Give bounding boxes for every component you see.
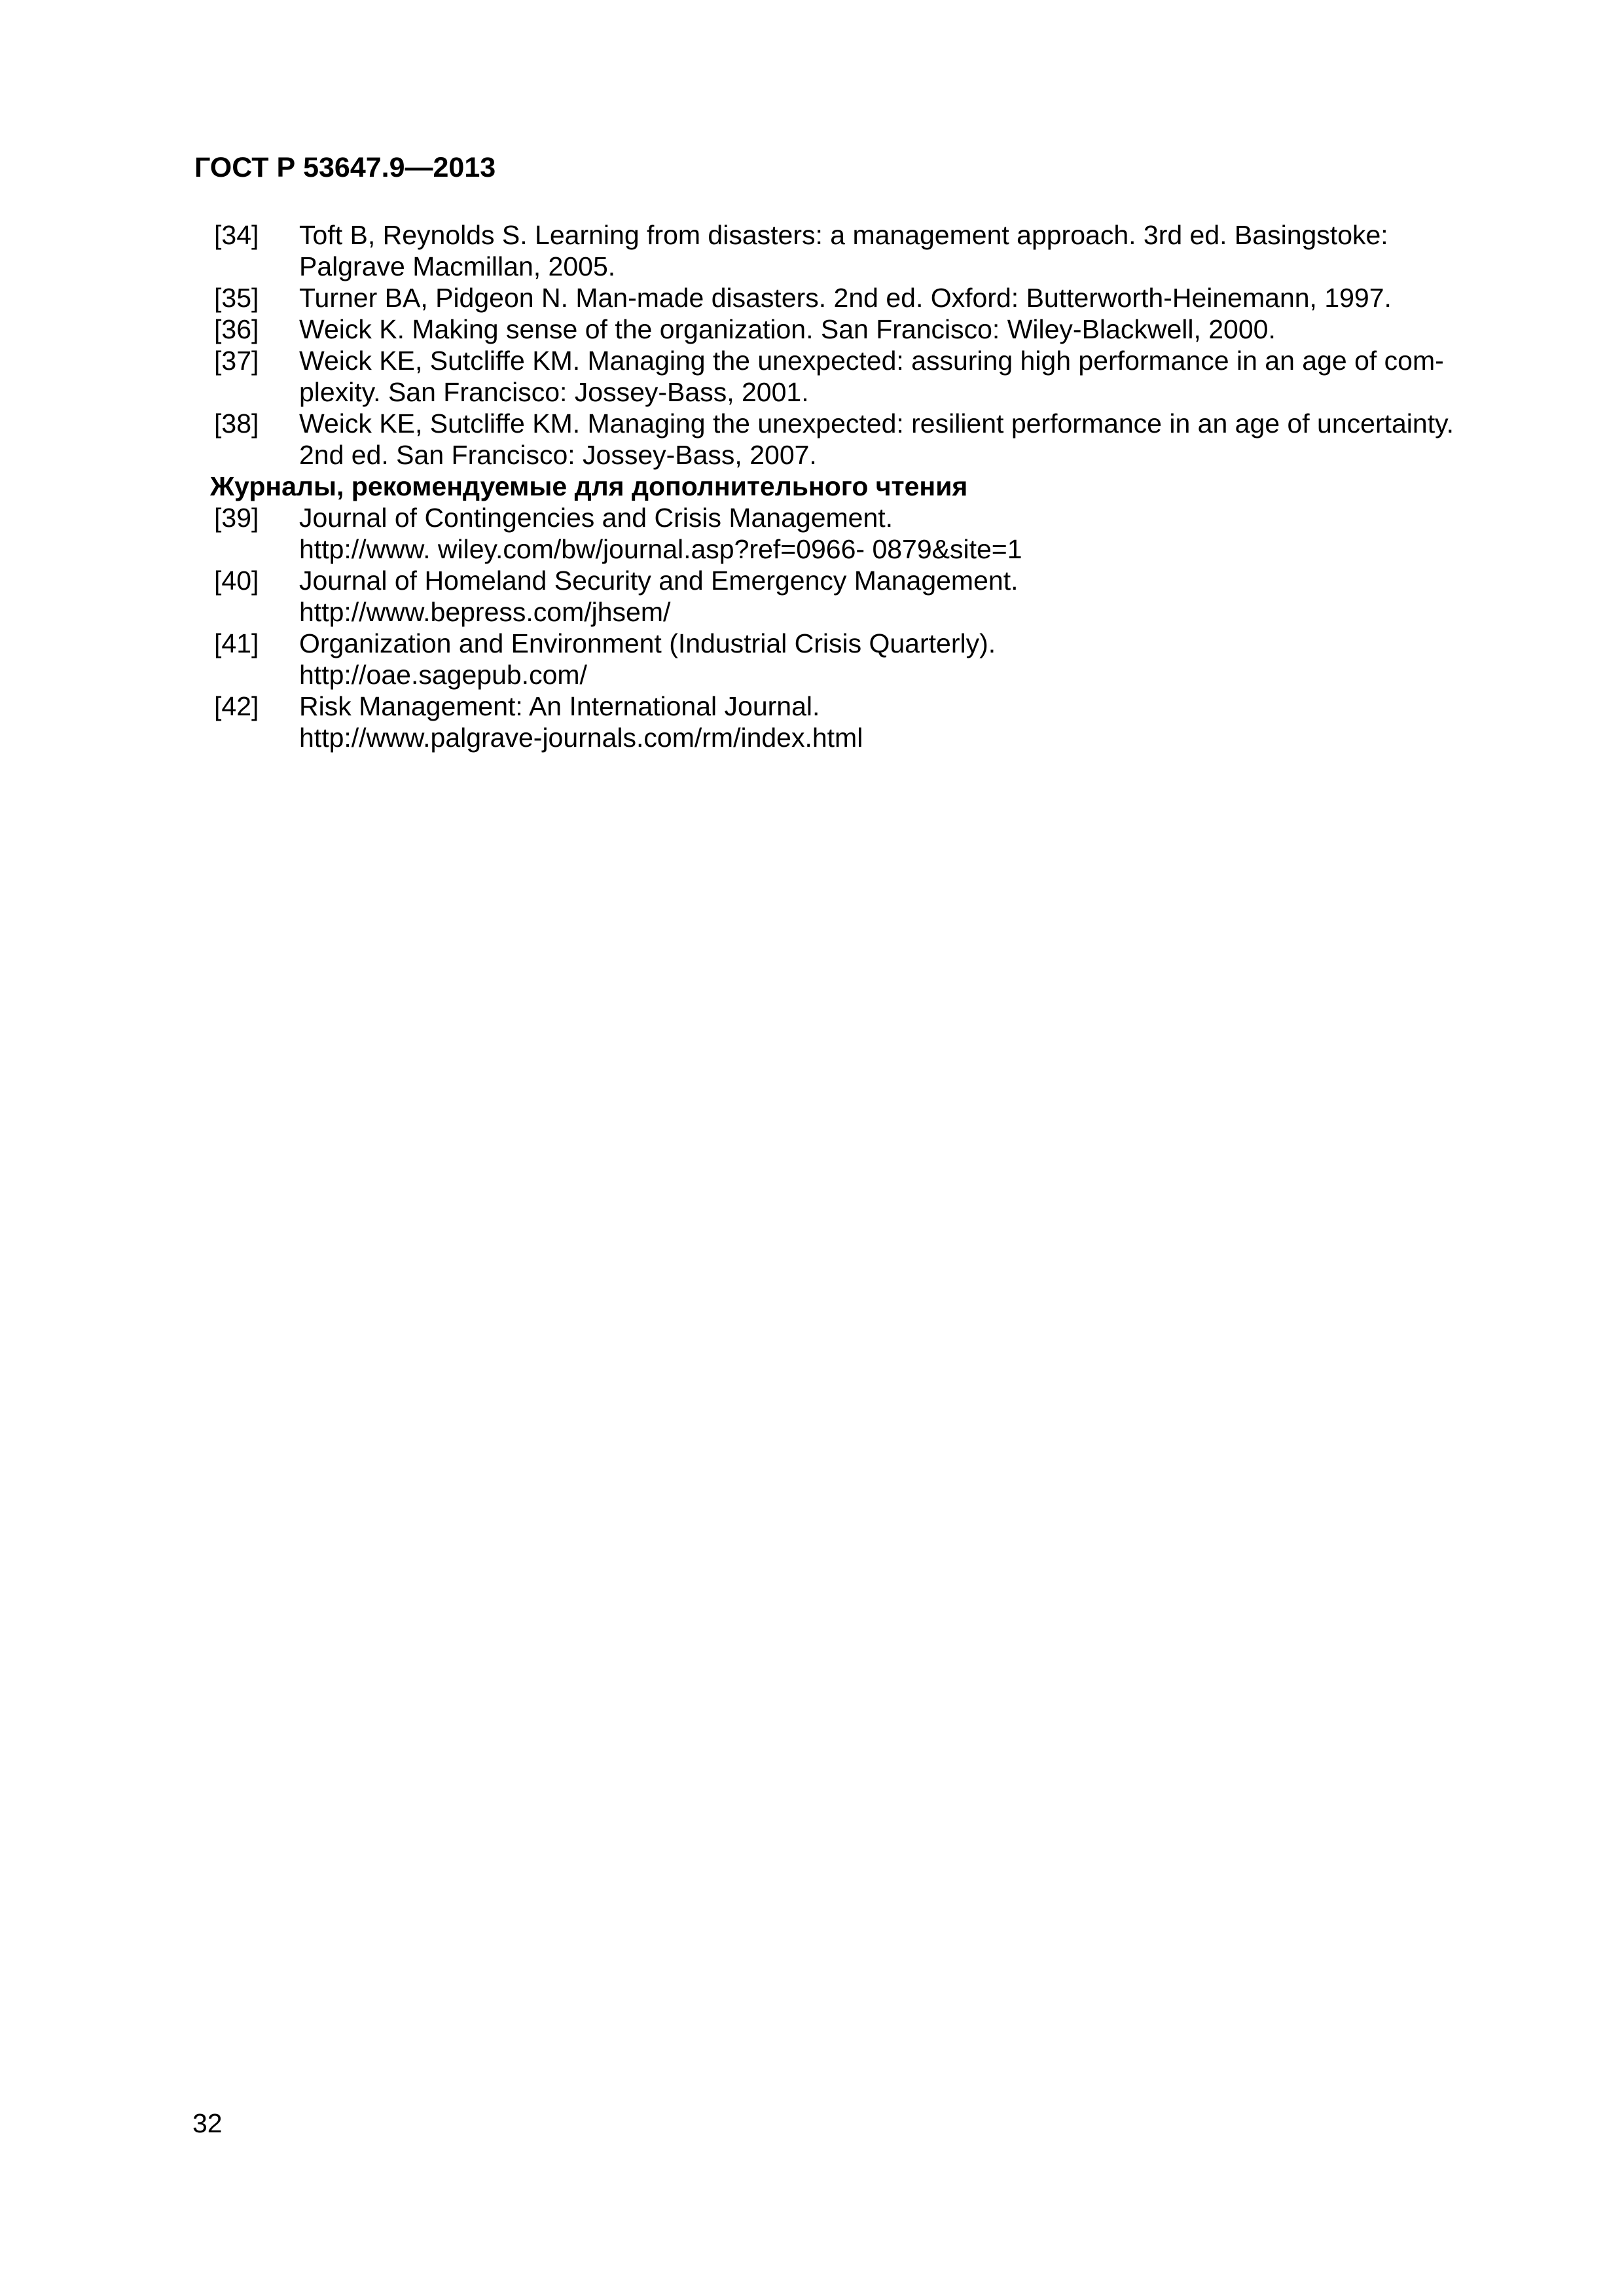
reference-number: [37] [214,346,259,376]
reference-line: Palgrave Macmillan, 2005. [299,251,616,281]
reference-text [299,565,1523,628]
reference-text [299,502,1523,565]
reference-line: Turner BA, Pidgeon N. Man-made disasters. 2nd ed. Oxford: Butterworth-Heinemann, 1997. [299,283,1392,313]
section-heading-journals: Журналы, рекомендуемые для дополнительного чтения [210,471,968,501]
reference-url: http://www.bepress.com/jhsem/ [299,597,671,627]
reference-text [299,345,1523,408]
reference-line: plexity. San Francisco: Jossey-Bass, 2001. [299,377,809,407]
reference-number: [36] [214,314,259,344]
reference-number: [40] [214,565,259,596]
reference-line: Weick KE, Sutcliffe KM. Managing the unexpected: assuring high performance in an age of com- [299,346,1444,376]
reference-number: [41] [214,628,259,658]
reference-number: [35] [214,283,259,313]
reference-38 [214,408,1523,471]
reference-text [299,691,1523,753]
reference-41 [214,628,1523,691]
reference-text [299,282,1523,314]
reference-number: [42] [214,691,259,721]
reference-39 [214,502,1523,565]
reference-line: Weick K. Making sense of the organization. San Francisco: Wiley-Blackwell, 2000. [299,314,1276,344]
reference-36 [214,314,1523,345]
reference-url: http://oae.sagepub.com/ [299,660,587,690]
reference-34 [214,219,1523,282]
reference-37 [214,345,1523,408]
reference-url: http://www.palgrave-journals.com/rm/index.html [299,723,863,753]
reference-number: [38] [214,408,259,439]
reference-line: Weick KE, Sutcliffe KM. Managing the unexpected: resilient performance in an age of uncertainty. [299,408,1454,439]
reference-line: 2nd ed. San Francisco: Jossey-Bass, 2007. [299,440,817,470]
reference-line: Organization and Environment (Industrial Crisis Quarterly). [299,628,996,658]
reference-url: http://www. wiley.com/bw/journal.asp?ref=0966- 0879&site=1 [299,534,1022,564]
reference-line: Toft B, Reynolds S. Learning from disasters: a management approach. 3rd ed. Basingstoke: [299,220,1388,250]
reference-number: [34] [214,220,259,250]
reference-text [299,314,1523,345]
reference-number: [39] [214,503,259,533]
reference-35 [214,282,1523,314]
page-number: 32 [192,2108,223,2138]
reference-text [299,408,1523,471]
reference-line: Risk Management: An International Journal. [299,691,820,721]
reference-text [299,628,1523,691]
reference-text [299,219,1523,282]
document-header: ГОСТ Р 53647.9—2013 [194,152,496,183]
reference-42 [214,691,1523,753]
reference-line: Journal of Homeland Security and Emergency Management. [299,565,1019,596]
reference-40 [214,565,1523,628]
reference-line: Journal of Contingencies and Crisis Management. [299,503,893,533]
references-list [210,219,1523,753]
